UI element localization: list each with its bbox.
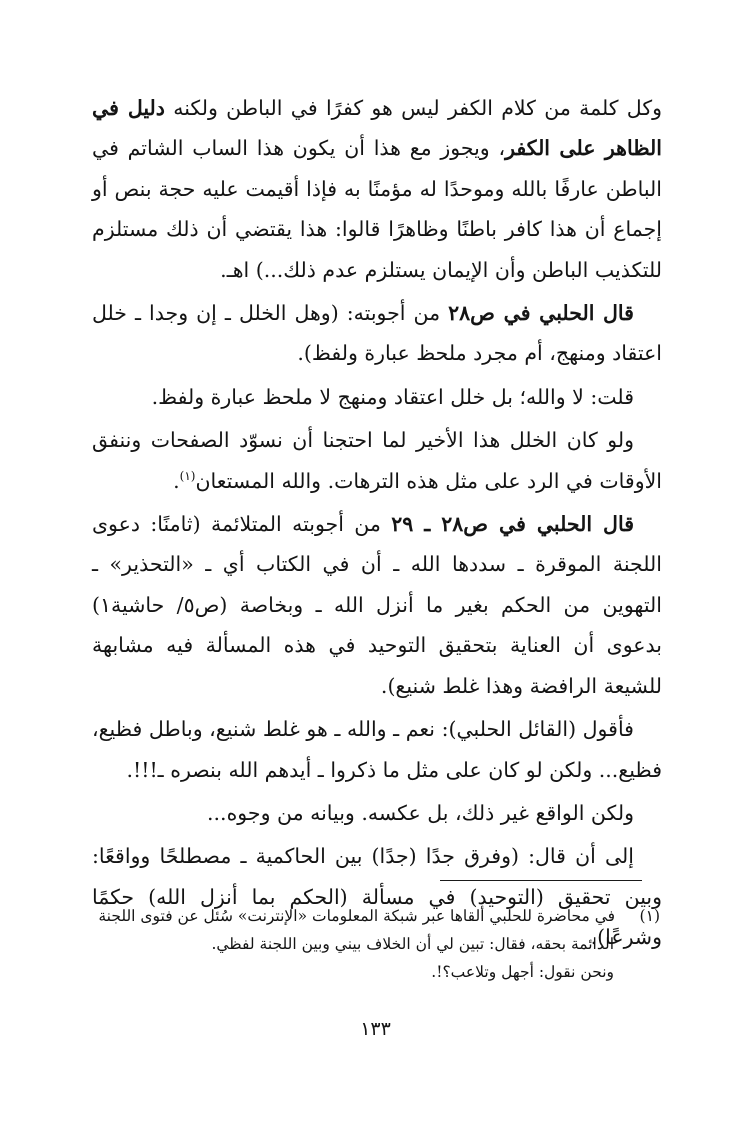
paragraph-4 xyxy=(92,420,662,501)
footnote-reference[interactable]: (١) xyxy=(179,468,196,483)
footnote-line xyxy=(120,958,660,986)
footnote-line xyxy=(98,902,660,930)
text-segment-bold: قال الحلبي في ص٢٨ ـ ٢٩ xyxy=(391,512,634,537)
text-segment: قلت: لا والله؛ بل خلل اعتقاد ومنهج لا ملحظ عبارة ولفظ. xyxy=(151,384,634,409)
footnotes xyxy=(98,902,660,986)
footnote-separator xyxy=(440,880,642,881)
paragraph-1 xyxy=(92,88,662,290)
text-segment: فأقول (القائل الحلبي): نعم ـ والله ـ هو غلط شنيع، وباطل فظيع، فظيع... ولكن لو كان على مثل ما ذكروا ـ أيدهم الله بنصره ـ!!!. xyxy=(92,717,662,782)
paragraph-2 xyxy=(92,293,662,374)
text-segment: ، ويجوز مع هذا أن يكون هذا الساب الشاتم في الباطن عارفًا بالله وموحدًا له مؤمنًا به xyxy=(92,136,662,201)
text-segment: من أجوبته المتلائمة (ثامنًا: دعوى اللجنة الموقرة ـ سددها الله ـ أن في الكتاب أي ـ «التحذير» ـ التهوين من الحكم بغير ما أنزل الله ـ وبخاصة (ص٥/ حاشية١) بدعوى أن العناية بتحقيق التوحيد في هذه المسألة فيه مشابهة للشيعة الرافضة وهذا غلط شنيع). xyxy=(92,512,662,698)
text-segment: إلى أن قال: (وفرق جدًا (جدًا) بين الحاكمية ـ مصطلحًا وواقعًا: وبين تحقيق (التوحيد) في مسألة (الحكم بما أنزل الله) حكمًا وشرعًا). xyxy=(92,844,662,950)
text-segment: ولو كان الخلل هذا الأخير لما احتجنا أن نسوّد الصفحات وننفق الأوقات في الرد على مثل هذه الترهات. والله المستعان xyxy=(92,428,662,493)
text-segment-bold: قال الحلبي في ص٢٨ xyxy=(448,301,634,326)
footnote-text: ونحن نقول: أجهل وتلاعب؟!. xyxy=(431,963,614,981)
page-number: ١٣٣ xyxy=(360,1018,391,1040)
text-segment: فإذا أقيمت عليه حجة بنص أو إجماع أن هذا كافر باطنًا وظاهرًا xyxy=(92,176,662,242)
text-segment-bold: دليل في الظاهر على الكفر xyxy=(92,96,662,161)
footnote-number: (١) xyxy=(639,907,660,925)
footnote-text: الدائمة بحقه، فقال: تبين لي أن الخلاف بيني وبين اللجنة لفظي. xyxy=(211,935,614,953)
footnote-text: في محاضرة للحلبي ألقاها عبر شبكة المعلومات «الإنترنت» سُئل عن فتوى اللجنة xyxy=(98,907,616,925)
paragraph-3 xyxy=(92,377,662,417)
main-text xyxy=(92,88,662,958)
text-segment: من أجوبته: (وهل الخلل ـ إن وجدا ـ خلل اعتقاد ومنهج، أم مجرد ملحظ عبارة ولفظ). xyxy=(92,301,662,366)
paragraph-7 xyxy=(92,793,662,833)
paragraph-5 xyxy=(92,504,662,706)
paragraph-6 xyxy=(92,709,662,790)
footnote-line xyxy=(120,930,660,958)
text-segment: قالوا: هذا يقتضي أن ذلك مستلزم للتكذيب الباطن وأن الإيمان يستلزم عدم ذلك...) اهـ. xyxy=(92,217,662,282)
text-segment: ولكن الواقع غير ذلك، بل عكسه. وبيانه من وجوه... xyxy=(207,800,634,825)
text-segment: وكل كلمة من كلام الكفر ليس هو كفرًا في الباطن ولكنه xyxy=(164,96,662,120)
text-segment: . xyxy=(173,468,180,493)
